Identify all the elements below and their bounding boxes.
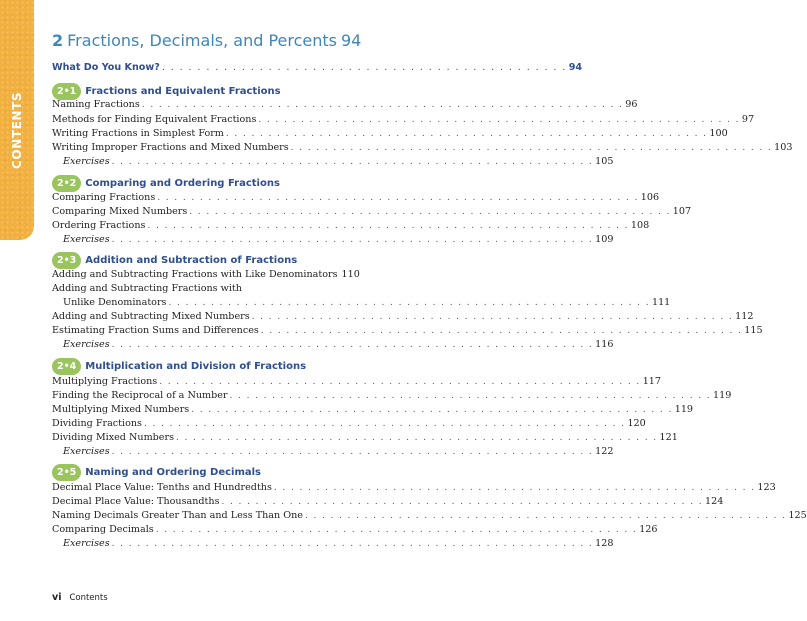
- entry-page: 109: [595, 234, 614, 245]
- leader-dots: . . . . . . . . . . . . . . . . . . . . . . . . . . . . . . . . . . . . . . . . . . . . . . . . . . . . . . . . .: [143, 419, 626, 429]
- entry-label: Comparing Decimals: [52, 524, 154, 535]
- entry-page: 119: [674, 404, 694, 415]
- toc-entry[interactable]: [52, 114, 755, 128]
- entry-page: 115: [744, 325, 763, 336]
- lesson-badge: 2•5: [52, 464, 81, 481]
- lesson-heading[interactable]: [52, 174, 280, 192]
- leader-dots: . . . . . . . . . . . . . . . . . . . . . . . . . . . . . . . . . . . . . . . . . . . . . . . . . . . . . . . . .: [155, 525, 638, 535]
- entry-page: 110: [341, 269, 360, 280]
- entry-label: Exercises: [63, 538, 110, 549]
- lesson-title: Multiplication and Division of Fractions: [85, 360, 307, 372]
- sidebar-label: CONTENTS: [10, 91, 24, 169]
- toc-entry[interactable]: [52, 283, 344, 297]
- entry-label: Ordering Fractions: [52, 220, 146, 231]
- entry-page: 97: [741, 114, 755, 125]
- entry-page: 119: [713, 390, 732, 401]
- chapter-page: 94: [341, 31, 362, 50]
- lesson-heading[interactable]: [52, 463, 261, 481]
- lesson-badge: 2•3: [52, 252, 81, 269]
- what-do-you-know-entry[interactable]: [52, 62, 583, 76]
- toc-entry[interactable]: [63, 446, 614, 460]
- leader-dots: . . . . . . . . . . . . . . . . . . . . . . . . . . . . . . . . . . . . . . . . . . . . . . . . . . . . . . . . .: [191, 405, 673, 415]
- toc-entry[interactable]: [52, 482, 776, 496]
- toc-entry[interactable]: [63, 339, 614, 353]
- entry-page: 123: [757, 482, 776, 493]
- entry-page: 125: [788, 510, 807, 521]
- toc-entry[interactable]: [52, 432, 678, 446]
- entry-label: Multiplying Mixed Numbers: [52, 404, 190, 415]
- entry-label: Adding and Subtracting Mixed Numbers: [52, 311, 250, 322]
- entry-page: 126: [639, 524, 658, 535]
- leader-dots: . . . . . . . . . . . . . . . . . . . . . . . . . . . . . . . . . . . . . . . . . . . . . . . . . . . . . . . . .: [111, 539, 594, 549]
- entry-label: Exercises: [63, 446, 110, 457]
- page-footer: [52, 592, 108, 606]
- entry-label: Naming Fractions: [52, 99, 140, 110]
- toc-entry[interactable]: [63, 297, 671, 311]
- entry-page: 111: [651, 297, 671, 308]
- entry-label: Multiplying Fractions: [52, 376, 158, 387]
- entry-page: 100: [709, 128, 728, 139]
- entry-label: Comparing Mixed Numbers: [52, 206, 188, 217]
- toc-entry[interactable]: [52, 418, 646, 432]
- entry-page: 128: [595, 538, 614, 549]
- wdyk-page: 94: [568, 62, 583, 73]
- entry-label: Exercises: [63, 234, 110, 245]
- leader-dots: . . . . . . . . . . . . . . . . . . . . . . . . . . . . . . . . . . . . . . . . . . . . . . . . . . . . . . . . .: [221, 497, 703, 507]
- leader-dots: . . . . . . . . . . . . . . . . . . . . . . . . . . . . . . . . . . . . . . . . . . . . . . . . . . . . . . . . .: [157, 193, 639, 203]
- entry-label: Methods for Finding Equivalent Fractions: [52, 114, 257, 125]
- leader-dots: . . . . . . . . . . . . . . . . . . . . . . . . . . . . . . . . . . . . . . . . . . . . . . . . . . . . . . . . .: [141, 100, 624, 110]
- leader-dots: . . . . . . . . . . . . . . . . . . . . . . . . . . . . . . . . . . . . . . . . . . . . . . . . . . . . . . . . .: [225, 129, 708, 139]
- footer-label: Contents: [69, 593, 108, 603]
- toc-entry[interactable]: [52, 206, 692, 220]
- leader-dots: . . . . . . . . . . . . . . . . . . . . . . . . . . . . . . . . . . . . . . . . . . . . . . . . . . . . . . . . .: [290, 143, 773, 153]
- toc-entry[interactable]: [52, 192, 660, 206]
- toc-entry[interactable]: [52, 510, 807, 524]
- entry-page: 96: [625, 99, 638, 110]
- entry-page: 103: [774, 142, 793, 153]
- leader-dots: . . . . . . . . . . . . . . . . . . . . . . . . . . . . . . . . . . . . . . . . . . . . . . . . . . . . . . . . .: [251, 312, 734, 322]
- leader-dots: . . . . . . . . . . . . . . . . . . . . . . . . . . . . . . . . . . . . . . . . . . . . . . . . . . . . . . . . .: [258, 115, 740, 125]
- toc-entry[interactable]: [52, 142, 793, 156]
- lesson-title: Addition and Subtraction of Fractions: [85, 254, 298, 266]
- toc-entry[interactable]: [52, 376, 661, 390]
- entry-label: Finding the Reciprocal of a Number: [52, 390, 228, 401]
- leader-dots: . . . . . . . . . . . . . . . . . . . . . . . . . . . . . . . . . . . . . . . . . . . . . . . . . . . . . . . . .: [273, 483, 756, 493]
- entry-label: Dividing Fractions: [52, 418, 142, 429]
- entry-page: 117: [642, 376, 661, 387]
- lesson-heading[interactable]: [52, 82, 281, 100]
- lesson-badge: 2•2: [52, 175, 81, 192]
- leader-dots: . . . . . . . . . . . . . . . . . . . . . . . . . . . . . . . . . . . . . . . . . . . . . . . . . . . . . . . . .: [111, 340, 594, 350]
- leader-dots: . . . . . . . . . . . . . . . . . . . . . . . . . . . . . . . . . . . . . . . . . . . . . . . . . . . . . . . . .: [159, 377, 641, 387]
- entry-page: 120: [627, 418, 646, 429]
- leader-dots: . . . . . . . . . . . . . . . . . . . . . . . . . . . . . . . . . . . . . . . . . . . . . . . . . . . . . . . . .: [176, 433, 658, 443]
- entry-label: Adding and Subtracting Fractions with: [52, 283, 242, 294]
- toc-entry[interactable]: [63, 538, 614, 552]
- entry-label: Decimal Place Value: Thousandths: [52, 496, 220, 507]
- leader-dots: . . . . . . . . . . . . . . . . . . . . . . . . . . . . . . . . . . . . . . . . . . . . . . . . . . . . . . . . .: [111, 447, 594, 457]
- toc-entry[interactable]: [52, 325, 763, 339]
- lesson-heading[interactable]: [52, 357, 306, 375]
- chapter-heading[interactable]: [52, 31, 362, 55]
- entry-page: 107: [672, 206, 692, 217]
- contents-sidebar-tab: [0, 0, 34, 240]
- entry-label: Writing Improper Fractions and Mixed Numbers: [52, 142, 289, 153]
- entry-label: Unlike Denominators: [63, 297, 167, 308]
- footer-page-number: vi: [52, 592, 62, 603]
- entry-page: 105: [595, 156, 614, 167]
- chapter-number: 2: [52, 31, 64, 50]
- toc-entry[interactable]: [52, 269, 360, 283]
- toc-entry[interactable]: [52, 128, 728, 142]
- lesson-title: Naming and Ordering Decimals: [85, 466, 262, 478]
- toc-entry[interactable]: [52, 404, 694, 418]
- leader-dots: . . . . . . . . . . . . . . . . . . . . . . . . . . . . . . . . . . . . . . . . . . . . . . . . . . . . . . . . .: [189, 207, 671, 217]
- toc-entry[interactable]: [52, 496, 724, 510]
- entry-page: 122: [595, 446, 614, 457]
- leader-dots: . . . . . . . . . . . . . . . . . . . . . . . . . . . . . . . . . . . . . . . . . . . . . . . . . . . . . . . . .: [111, 157, 594, 167]
- toc-entry[interactable]: [52, 311, 754, 325]
- entry-page: 116: [595, 339, 614, 350]
- entry-label: Adding and Subtracting Fractions with Like Denominators: [52, 269, 338, 280]
- entry-page: 112: [735, 311, 754, 322]
- leader-dots: . . . . . . . . . . . . . . . . . . . . . . . . . . . . . . . . . . . . . . . . . . . . . . . . . . . . . . . . .: [168, 298, 650, 308]
- toc-entry[interactable]: [52, 99, 638, 113]
- entry-page: 108: [630, 220, 650, 231]
- entry-label: Dividing Mixed Numbers: [52, 432, 174, 443]
- leader-dots: . . . . . . . . . . . . . . . . . . . . . . . . . . . . . . . . . . . . . . . . . . . . . . . . . . . . . . . . .: [229, 391, 712, 401]
- entry-label: Decimal Place Value: Tenths and Hundredths: [52, 482, 272, 493]
- toc-entry[interactable]: [52, 524, 658, 538]
- toc-entry[interactable]: [63, 156, 614, 170]
- wdyk-label: What Do You Know?: [52, 62, 160, 73]
- entry-label: Estimating Fraction Sums and Differences: [52, 325, 259, 336]
- chapter-title: Fractions, Decimals, and Percents: [67, 31, 337, 50]
- entry-label: Exercises: [63, 156, 110, 167]
- toc-entry[interactable]: [63, 234, 614, 248]
- entry-page: 121: [659, 432, 678, 443]
- lesson-title: Fractions and Equivalent Fractions: [85, 85, 281, 97]
- entry-label: Comparing Fractions: [52, 192, 156, 203]
- leader-dots: . . . . . . . . . . . . . . . . . . . . . . . . . . . . . . . . . . . . . . . . . . . . . .: [161, 62, 567, 73]
- leader-dots: . . . . . . . . . . . . . . . . . . . . . . . . . . . . . . . . . . . . . . . . . . . . . . . . . . . . . . . . .: [111, 235, 594, 245]
- entry-label: Naming Decimals Greater Than and Less Than One: [52, 510, 303, 521]
- lesson-badge: 2•1: [52, 83, 81, 100]
- entry-label: Exercises: [63, 339, 110, 350]
- lesson-title: Comparing and Ordering Fractions: [85, 177, 280, 189]
- entry-label: Writing Fractions in Simplest Form: [52, 128, 224, 139]
- entry-page: 124: [705, 496, 724, 507]
- toc-entry[interactable]: [52, 220, 650, 234]
- leader-dots: . . . . . . . . . . . . . . . . . . . . . . . . . . . . . . . . . . . . . . . . . . . . . . . . . . . . . . . . .: [147, 221, 629, 231]
- leader-dots: . . . . . . . . . . . . . . . . . . . . . . . . . . . . . . . . . . . . . . . . . . . . . . . . . . . . . . . . .: [260, 326, 743, 336]
- leader-dots: . . . . . . . . . . . . . . . . . . . . . . . . . . . . . . . . . . . . . . . . . . . . . . . . . . . . . . . . .: [304, 511, 787, 521]
- toc-entry[interactable]: [52, 390, 732, 404]
- lesson-badge: 2•4: [52, 358, 81, 375]
- lesson-heading[interactable]: [52, 251, 297, 269]
- entry-page: 106: [640, 192, 660, 203]
